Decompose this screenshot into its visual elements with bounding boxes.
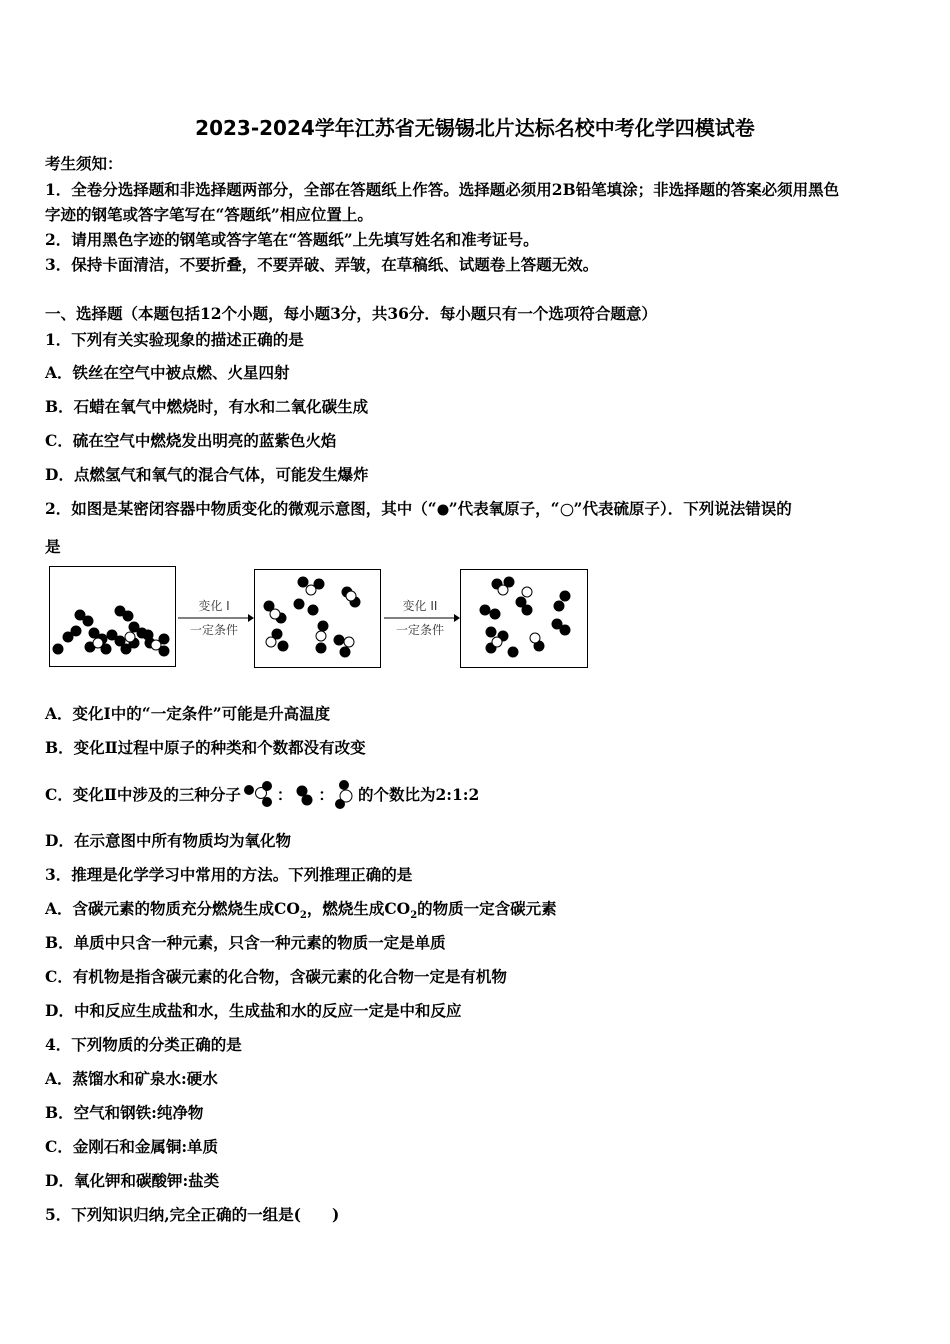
ratio-separator: ： bbox=[318, 785, 334, 804]
option-d: D．点燃氢气和氧气的混合气体，可能发生爆炸 bbox=[45, 465, 369, 484]
option-a bbox=[45, 897, 557, 921]
option-b: B．石蜡在氧气中燃烧时，有水和二氧化碳生成 bbox=[45, 397, 369, 416]
option-b: B．空气和钢铁:纯净物 bbox=[45, 1103, 204, 1122]
option-c bbox=[45, 778, 479, 814]
option-a: A．铁丝在空气中被点燃、火星四射 bbox=[45, 363, 290, 382]
option-c-text: 的个数比为2:1:2 bbox=[357, 785, 480, 804]
question-stem: 4．下列物质的分类正确的是 bbox=[45, 1035, 242, 1054]
notice-item: 2．请用黑色字迹的钢笔或答字笔在“答题纸”上先填写姓名和准考证号。 bbox=[45, 230, 539, 249]
diagram-box-final bbox=[460, 569, 588, 668]
diagram-box-middle bbox=[254, 569, 381, 668]
notice-item: 1．全卷分选择题和非选择题两部分，全部在答题纸上作答。选择题必须用2B铅笔填涂；非选择题的答案必须用黑色 bbox=[45, 180, 840, 199]
so2-molecule-icon bbox=[241, 781, 277, 811]
option-a-text: ，燃烧生成CO bbox=[306, 899, 411, 918]
arrow-1-top-label: 变化 I bbox=[198, 599, 230, 613]
option-c: C．硫在空气中燃烧发出明亮的蓝紫色火焰 bbox=[45, 431, 337, 450]
ratio-separator: ： bbox=[276, 785, 293, 804]
option-b: B．变化Ⅱ过程中原子的种类和个数都没有改变 bbox=[45, 738, 366, 757]
option-d: D．中和反应生成盐和水，生成盐和水的反应一定是中和反应 bbox=[45, 1001, 462, 1020]
option-a: A．蒸馏水和矿泉水:硬水 bbox=[45, 1069, 218, 1088]
option-c: C．有机物是指含碳元素的化合物，含碳元素的化合物一定是有机物 bbox=[45, 967, 507, 986]
option-a-text: 的物质一定含碳元素 bbox=[417, 899, 557, 918]
so3-molecule-icon bbox=[334, 778, 358, 814]
option-a-text: A．含碳元素的物质充分燃烧生成CO bbox=[45, 899, 300, 918]
option-b: B．单质中只含一种元素，只含一种元素的物质一定是单质 bbox=[45, 933, 446, 952]
stem-part: 2．如图是某密闭容器中物质变化的微观示意图，其中（“ bbox=[45, 499, 437, 518]
molecules-initial bbox=[50, 567, 175, 666]
question-stem: 5．下列知识归纳,完全正确的一组是( ) bbox=[45, 1205, 340, 1224]
arrow-1-bottom-label: 一定条件 bbox=[189, 623, 238, 637]
question-stem bbox=[45, 497, 792, 519]
page-title: 2023-2024学年江苏省无锡锡北片达标名校中考化学四模试卷 bbox=[195, 116, 755, 140]
question-stem: 3．推理是化学学习中常用的方法。下列推理正确的是 bbox=[45, 865, 413, 884]
stem-part: ”代表硫原子）．下列说法错误的 bbox=[573, 499, 792, 518]
section-heading: 一、选择题（本题包括12个小题，每小题3分，共36分．每小题只有一个选项符合题意） bbox=[45, 304, 657, 323]
subscript: 2 bbox=[410, 910, 418, 922]
o2-molecule-icon bbox=[292, 781, 318, 811]
option-c: C．金刚石和金属铜:单质 bbox=[45, 1137, 219, 1156]
notice-heading: 考生须知： bbox=[45, 154, 123, 173]
option-d: D．氧化钾和碳酸钾:盐类 bbox=[45, 1171, 220, 1190]
stem-part: ”代表氧原子，“ bbox=[448, 499, 560, 518]
sulfur-atom-icon bbox=[560, 503, 574, 517]
question-stem: 1．下列有关实验现象的描述正确的是 bbox=[45, 330, 304, 349]
question-stem-continued: 是 bbox=[45, 537, 61, 556]
option-a: A．变化Ⅰ中的“一定条件”可能是升高温度 bbox=[45, 704, 331, 723]
diagram-box-initial bbox=[49, 566, 176, 667]
notice-item: 3．保持卡面清洁，不要折叠，不要弄破、弄皱，在草稿纸、试题卷上答题无效。 bbox=[45, 255, 599, 274]
molecules-final bbox=[461, 570, 587, 667]
arrow-2-bottom-label: 一定条件 bbox=[395, 623, 444, 637]
molecules-middle bbox=[255, 570, 380, 667]
notice-item: 字迹的钢笔或答字笔写在“答题纸”相应位置上。 bbox=[45, 205, 373, 224]
option-c-text: C．变化Ⅱ中涉及的三种分子 bbox=[45, 785, 241, 804]
option-d: D．在示意图中所有物质均为氧化物 bbox=[45, 831, 291, 850]
oxygen-atom-icon bbox=[437, 503, 449, 517]
arrow-2-top-label: 变化 II bbox=[402, 599, 438, 613]
subscript: 2 bbox=[299, 910, 307, 922]
